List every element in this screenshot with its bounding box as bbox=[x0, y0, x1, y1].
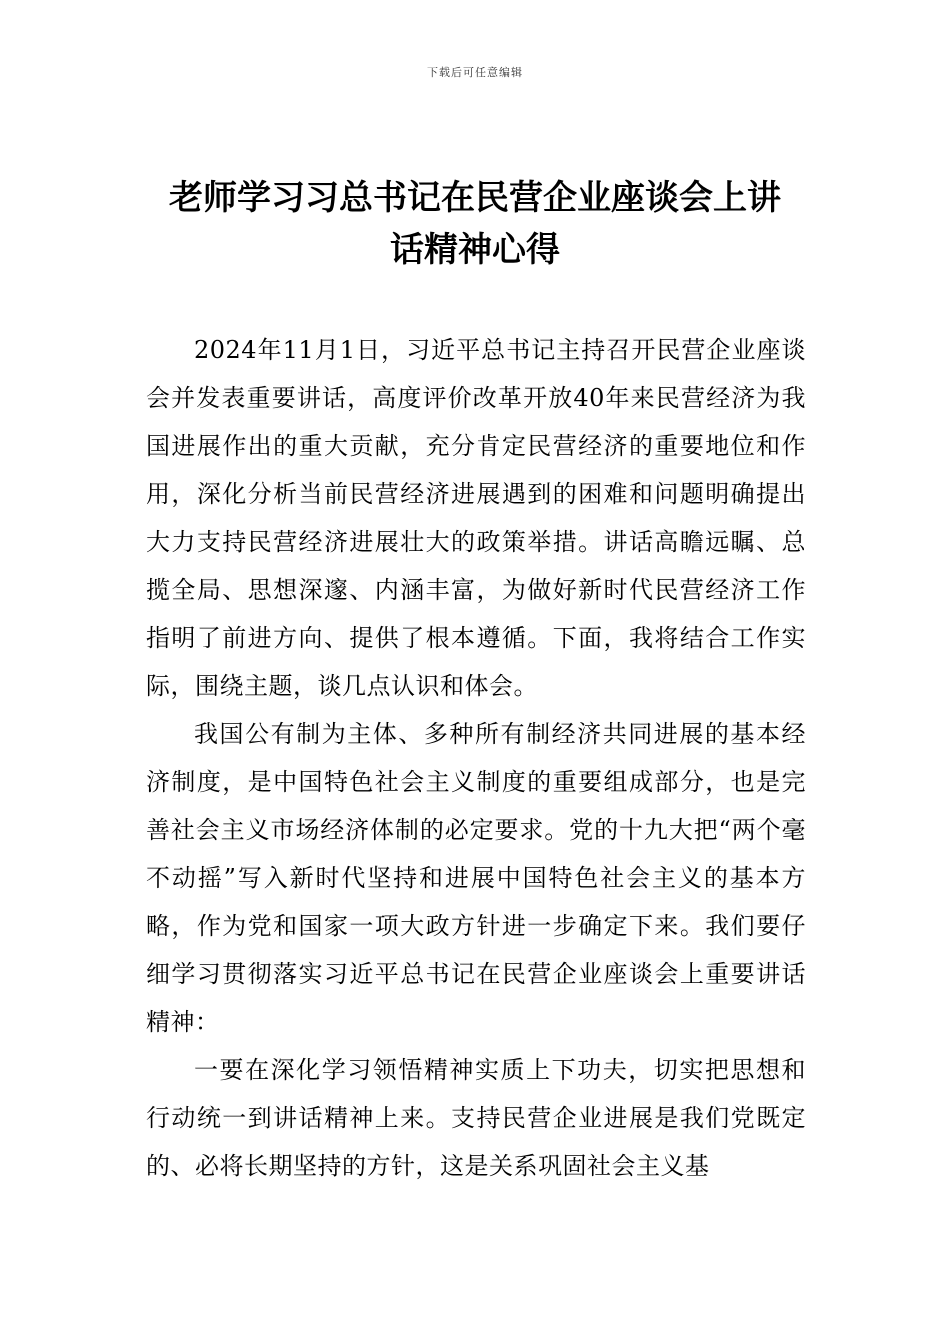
title-line-2: 话精神心得 bbox=[390, 230, 560, 270]
paragraph-1: 2024年11月1日，习近平总书记主持召开民营企业座谈会并发表重要讲话，高度评价改革开放40年来民营经济为我国进展作出的重大贡献，充分肯定民营经济的重要地位和作用，深化分析当前民营经济进展遇到的困难和问题明确提出大力支持民营经济进展壮大的政策举措。讲话高瞻远瞩、总揽全局、思想深邃、内涵丰富，为做好新时代民营经济工作指明了前进方向、提供了根本遵循。下面，我将结合工作实际，围绕主题，谈几点认识和体会。 bbox=[146, 336, 806, 700]
paragraph-3: 一要在深化学习领悟精神实质上下功夫，切实把思想和行动统一到讲话精神上来。支持民营企业进展是我们党既定的、必将长期坚持的方针，这是关系巩固社会主义基 bbox=[146, 1056, 806, 1180]
document-body bbox=[146, 326, 806, 1190]
title-line-1: 老师学习习总书记在民营企业座谈会上讲 bbox=[169, 178, 781, 218]
paragraph-2: 我国公有制为主体、多种所有制经济共同进展的基本经济制度，是中国特色社会主义制度的重要组成部分，也是完善社会主义市场经济体制的必定要求。党的十九大把“两个毫不动摇”写入新时代坚持和进展中国特色社会主义的基本方略，作为党和国家一项大政方针进一步确定下来。我们要仔细学习贯彻落实习近平总书记在民营企业座谈会上重要讲话精神： bbox=[146, 720, 806, 1036]
document-title bbox=[140, 172, 810, 276]
header-note: 下载后可任意编辑 bbox=[427, 66, 523, 79]
